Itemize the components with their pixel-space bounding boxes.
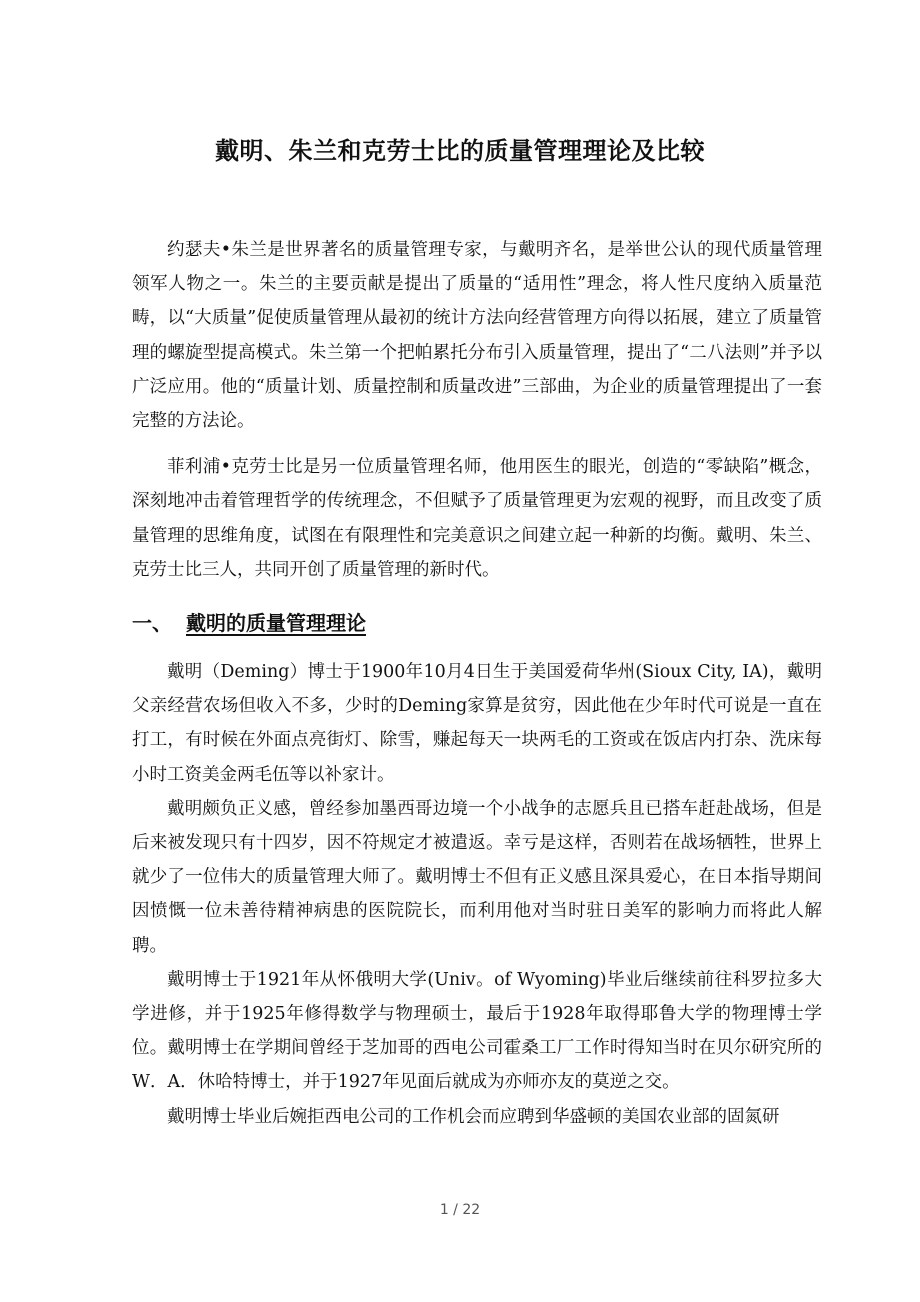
- section-heading: [132, 607, 822, 639]
- section-paragraph-4: 戴明博士毕业后婉拒西电公司的工作机会而应聘到华盛顿的美国农业部的固氮研: [167, 1106, 780, 1127]
- intro-paragraph-1: 约瑟夫•朱兰是世界著名的质量管理专家，与戴明齐名，是举世公认的现代质量管理领军人物之一。朱兰的主要贡献是提出了质量的“适用性”理念，将人性尺度纳入质量范畴，以“大质量”促使质量管理从最初的统计方法向经营管理方向得以拓展，建立了质量管理的螺旋型提高模式。朱兰第一个把帕累托分布引入质量管理，提出了“二八法则”并予以广泛应用。他的“质量计划、质量控制和质量改进”三部曲，为企业的质量管理提出了一套完整的方法论。: [132, 240, 822, 432]
- section-paragraph-1: 戴明（Deming）博士于1900年10月4日生于美国爱荷华州(Sioux City, IA)，戴明父亲经营农场但收入不多，少时的Deming家算是贫穷，因此他在少年时代可说是一直在打工，有时候在外面点亮街灯、除雪，赚起每天一块两毛的工资或在饭店内打杂、洗床每小时工资美金两毛伍等以补家计。: [132, 662, 822, 785]
- section-paragraph-3: 戴明博士于1921年从怀俄明大学(Univ。of Wyoming)毕业后继续前往科罗拉多大学进修，并于1925年修得数学与物理硕士，最后于1928年取得耶鲁大学的物理博士学位。戴明博士在学期间曾经于芝加哥的西电公司霍桑工厂工作时得知当时在贝尔研究所的W．A．休哈特博士，并于1927年见面后就成为亦师亦友的莫逆之交。: [132, 969, 822, 1093]
- section-number: 一、: [132, 611, 172, 636]
- intro-paragraph-2: 菲利浦•克劳士比是另一位质量管理名师，他用医生的眼光，创造的“零缺陷”概念，深刻地冲击着管理哲学的传统理念，不但赋予了质量管理更为宏观的视野，而且改变了质量管理的思维角度，试图在有限理性和完美意识之间建立起一种新的均衡。戴明、朱兰、克劳士比三人，共同开创了质量管理的新时代。: [132, 457, 822, 580]
- page-indicator: 1 / 22: [439, 1202, 481, 1218]
- section-paragraph-2: 戴明颇负正义感，曾经参加墨西哥边境一个小战争的志愿兵且已搭车赶赴战场，但是后来被发现只有十四岁，因不符规定才被遣返。幸亏是这样，否则若在战场牺牲，世界上就少了一位伟大的质量管理大师了。戴明博士不但有正义感且深具爱心，在日本指导期间因愤慨一位未善待精神病患的医院院长，而利用他对当时驻日美军的影响力而将此人解聘。: [132, 798, 822, 956]
- document-body: [132, 233, 822, 1134]
- section-title: 戴明的质量管理理论: [186, 611, 366, 636]
- document-title: 戴明、朱兰和克劳士比的质量管理理论及比较: [215, 137, 705, 165]
